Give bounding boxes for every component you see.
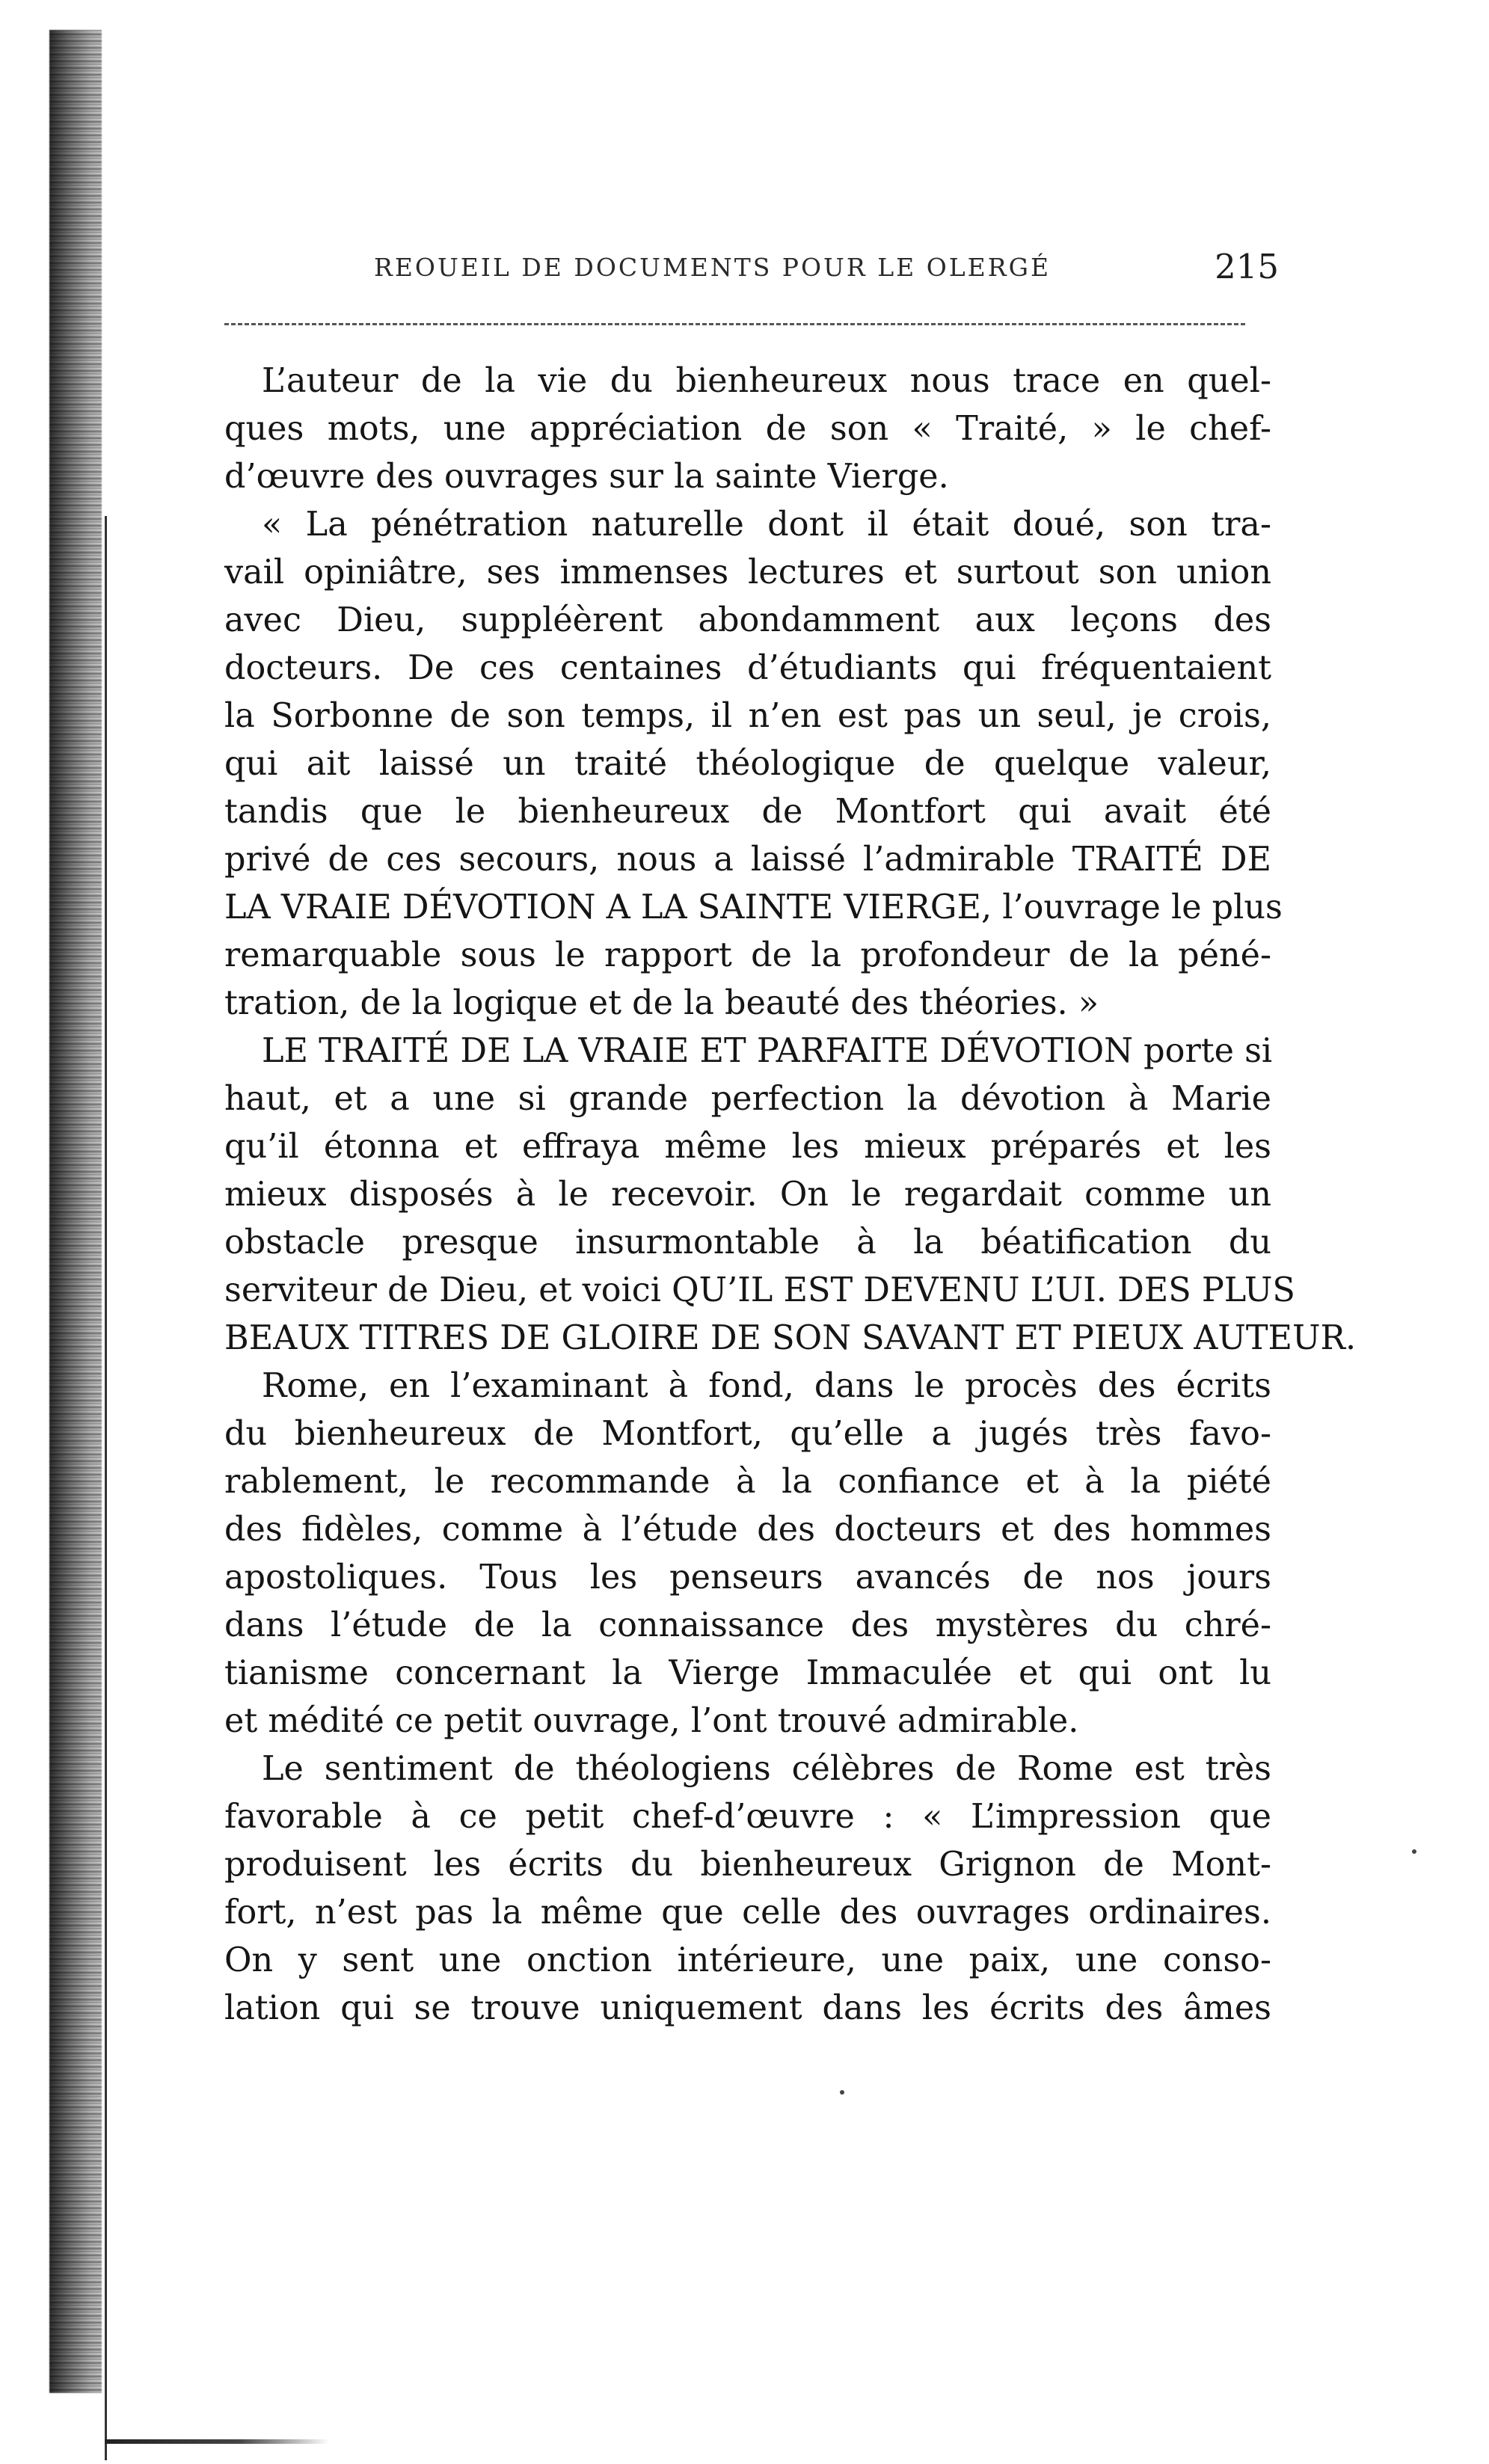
text-line: avec Dieu, suppléèrent abondamment aux leçons des xyxy=(224,601,1271,639)
page-header xyxy=(224,247,1279,292)
text-line: privé de ces secours, nous a laissé l’admirable TRAITÉ DE xyxy=(224,841,1271,879)
text-line: Le sentiment de théologiens célèbres de Rome est très xyxy=(262,1750,1271,1788)
text-line: obstacle presque insurmontable à la béatification du xyxy=(224,1223,1271,1262)
text-line: du bienheureux de Montfort, qu’elle a jugés très favo- xyxy=(224,1415,1271,1453)
text-line: L’auteur de la vie du bienheureux nous trace en quel- xyxy=(262,362,1271,400)
text-line: On y sent une onction intérieure, une paix, une conso- xyxy=(224,1941,1271,1979)
text-line: apostoliques. Tous les penseurs avancés de nos jours xyxy=(224,1558,1271,1597)
text-line: et médité ce petit ouvrage, l’ont trouvé admirable. xyxy=(224,1702,1079,1740)
text-line: produisent les écrits du bienheureux Grignon de Mont- xyxy=(224,1846,1271,1884)
text-line: favorable à ce petit chef-d’œuvre : « L’impression que xyxy=(224,1798,1271,1836)
text-line: des fidèles, comme à l’étude des docteurs et des hommes xyxy=(224,1511,1271,1549)
text-line: serviteur de Dieu, et voici QU’IL EST DEVENU L’UI. DES PLUS xyxy=(224,1271,1295,1309)
text-line: « La pénétration naturelle dont il était doué, son tra- xyxy=(262,506,1271,544)
print-speck xyxy=(840,2090,844,2095)
text-line: remarquable sous le rapport de la profondeur de la péné- xyxy=(224,936,1271,974)
text-line: qu’il étonna et effraya même les mieux préparés et les xyxy=(224,1128,1271,1166)
text-line: lation qui se trouve uniquement dans les écrits des âmes xyxy=(224,1989,1271,2027)
text-line: mieux disposés à le recevoir. On le regardait comme un xyxy=(224,1176,1271,1214)
text-line: tandis que le bienheureux de Montfort qui avait été xyxy=(224,793,1271,831)
text-line: d’œuvre des ouvrages sur la sainte Vierge. xyxy=(224,458,949,496)
text-line: haut, et a une si grande perfection la dévotion à Marie xyxy=(224,1080,1271,1118)
binding-fold-line xyxy=(105,516,107,2460)
text-line: LA VRAIE DÉVOTION A LA SAINTE VIERGE, l’ouvrage le plus xyxy=(224,888,1283,927)
text-line: ques mots, une appréciation de son « Traité, » le chef- xyxy=(224,410,1271,448)
text-line: vail opiniâtre, ses immenses lectures et surtout son union xyxy=(224,553,1271,592)
bottom-edge-rule xyxy=(105,2439,329,2444)
body-text xyxy=(224,357,1357,2033)
text-line: fort, n’est pas la même que celle des ouvrages ordinaires. xyxy=(224,1893,1271,1932)
text-line: tration, de la logique et de la beauté des théories. » xyxy=(224,984,1099,1022)
print-speck xyxy=(1412,1849,1416,1854)
text-line: LE TRAITÉ DE LA VRAIE ET PARFAITE DÉVOTION porte si xyxy=(262,1032,1273,1070)
text-line: qui ait laissé un traité théologique de quelque valeur, xyxy=(224,745,1271,783)
text-line: tianisme concernant la Vierge Immaculée et qui ont lu xyxy=(224,1654,1271,1692)
text-line: BEAUX TITRES DE GLOIRE DE SON SAVANT ET PIEUX AUTEUR. xyxy=(224,1319,1357,1357)
header-rule xyxy=(224,323,1245,325)
text-line: la Sorbonne de son temps, il n’en est pas un seul, je crois, xyxy=(224,697,1271,735)
text-line: Rome, en l’examinant à fond, dans le procès des écrits xyxy=(262,1367,1271,1405)
binding-shadow xyxy=(49,30,102,2393)
page-number: 215 xyxy=(1215,247,1279,286)
text-line: rablement, le recommande à la confiance et à la piété xyxy=(224,1463,1271,1501)
text-line: docteurs. De ces centaines d’étudiants qui fréquentaient xyxy=(224,649,1271,687)
running-title: REOUEIL DE DOCUMENTS POUR LE OLERGÉ xyxy=(374,253,1051,282)
book-binding-edge xyxy=(0,30,112,2464)
text-line: dans l’étude de la connaissance des mystères du chré- xyxy=(224,1606,1271,1644)
